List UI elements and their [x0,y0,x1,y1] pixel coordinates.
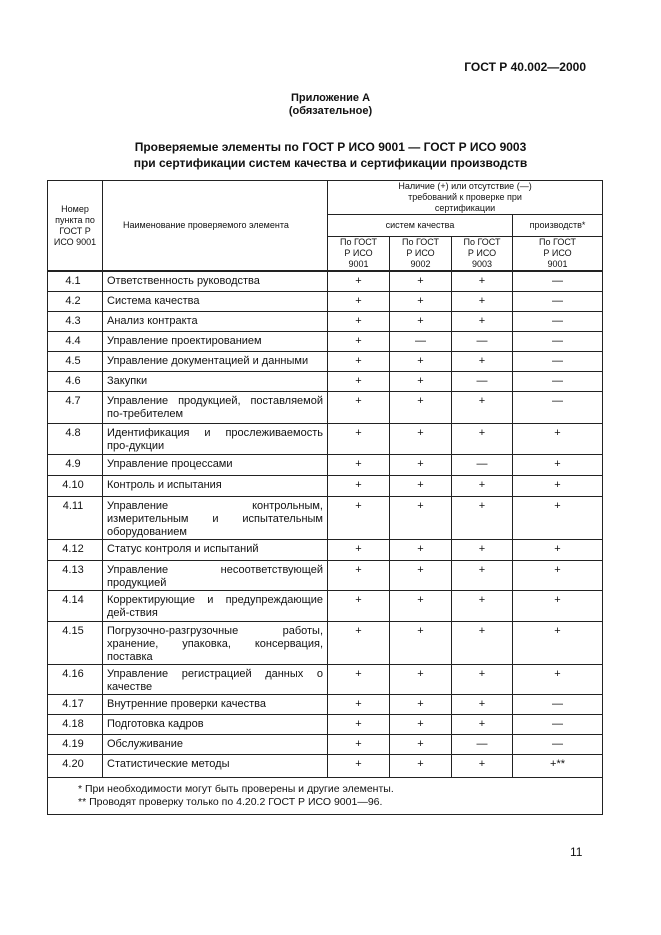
table-row [48,714,603,734]
value-production-9001: + [513,590,603,621]
table-row [48,291,603,311]
value-production-9001: + [513,664,603,694]
value-9002: + [390,291,452,311]
value-9001: + [328,496,390,539]
row-element-name: Ответственность руководства [103,271,328,291]
row-number: 4.17 [48,694,103,714]
value-production-9001: + [513,539,603,560]
header-col-9003: По ГОСТ Р ИСО 9003 [452,237,513,272]
table-row [48,694,603,714]
footnote-2: ** Проводят проверку только по 4.20.2 ГОСТ Р ИСО 9001—96. [78,795,383,808]
value-9001: + [328,560,390,590]
table-row [48,496,603,539]
value-9003: + [452,560,513,590]
value-production-9001: — [513,311,603,331]
value-9003: + [452,496,513,539]
value-9003: + [452,391,513,423]
row-element-name: Управление несоответствующей продукцией [103,560,328,590]
header-col-9001: По ГОСТ Р ИСО 9001 [328,237,390,272]
value-9001: + [328,734,390,754]
value-9002: + [390,423,452,454]
row-number: 4.11 [48,496,103,539]
value-production-9001: + [513,454,603,475]
table-row [48,560,603,590]
value-9002: + [390,454,452,475]
value-9003: — [452,331,513,351]
value-production-9001: + [513,423,603,454]
value-9002: + [390,560,452,590]
row-number: 4.5 [48,351,103,371]
table-row [48,475,603,496]
table-row [48,311,603,331]
table-row [48,391,603,423]
header-col-9002: По ГОСТ Р ИСО 9002 [390,237,452,272]
value-9002: + [390,734,452,754]
value-production-9001: — [513,714,603,734]
row-number: 4.2 [48,291,103,311]
row-element-name: Внутренние проверки качества [103,694,328,714]
value-9002: + [390,664,452,694]
value-9001: + [328,539,390,560]
row-number: 4.18 [48,714,103,734]
value-9001: + [328,454,390,475]
table-row [48,754,603,777]
value-9001: + [328,271,390,291]
value-9001: + [328,714,390,734]
value-9001: + [328,371,390,391]
document-code: ГОСТ Р 40.002—2000 [464,60,586,74]
row-element-name: Анализ контракта [103,311,328,331]
value-9003: + [452,351,513,371]
appendix-title: Приложение А [290,92,371,104]
row-element-name: Управление проектированием [103,331,328,351]
value-production-9001: — [513,694,603,714]
value-9002: + [390,694,452,714]
value-9001: + [328,291,390,311]
value-production-9001: +** [513,754,603,777]
table-title-line2: при сертификации систем качества и сертификации производств [133,156,528,170]
value-9002: + [390,539,452,560]
header-element-name: Наименование проверяемого элемента [103,181,328,272]
value-production-9001: + [513,475,603,496]
value-9002: + [390,311,452,331]
value-9003: + [452,311,513,331]
value-9003: — [452,371,513,391]
value-9003: + [452,423,513,454]
row-element-name: Закупки [103,371,328,391]
row-element-name: Управление продукцией, поставляемой по-требителем [103,391,328,423]
inspection-elements-table [47,180,603,815]
value-9003: + [452,475,513,496]
value-9002: + [390,754,452,777]
row-number: 4.9 [48,454,103,475]
row-element-name: Управление документацией и данными [103,351,328,371]
value-production-9001: — [513,271,603,291]
value-9002: + [390,351,452,371]
value-production-9001: — [513,371,603,391]
header-col-prod-9001: По ГОСТ Р ИСО 9001 [513,237,603,272]
value-9001: + [328,590,390,621]
value-production-9001: — [513,391,603,423]
appendix-subtitle: (обязательное) [288,105,373,117]
row-number: 4.14 [48,590,103,621]
table-row [48,371,603,391]
value-production-9001: — [513,734,603,754]
value-9003: + [452,714,513,734]
value-9003: + [452,590,513,621]
table-row [48,664,603,694]
table-title-line1: Проверяемые элементы по ГОСТ Р ИСО 9001 — ГОСТ Р ИСО 9003 [134,140,527,154]
table-row [48,590,603,621]
value-9002: + [390,496,452,539]
row-number: 4.6 [48,371,103,391]
row-element-name: Система качества [103,291,328,311]
row-element-name: Статистические методы [103,754,328,777]
row-element-name: Идентификация и прослеживаемость про-дукции [103,423,328,454]
row-element-name: Обслуживание [103,734,328,754]
value-production-9001: — [513,291,603,311]
value-9003: + [452,291,513,311]
value-production-9001: + [513,560,603,590]
row-element-name: Управление регистрацией данных о качестве [103,664,328,694]
row-number: 4.4 [48,331,103,351]
row-number: 4.8 [48,423,103,454]
value-production-9001: — [513,351,603,371]
row-number: 4.10 [48,475,103,496]
value-9002: + [390,371,452,391]
row-number: 4.7 [48,391,103,423]
value-9001: + [328,621,390,664]
row-number: 4.12 [48,539,103,560]
footnotes [48,777,603,814]
table-row [48,331,603,351]
row-element-name: Управление процессами [103,454,328,475]
value-9001: + [328,475,390,496]
row-element-name: Статус контроля и испытаний [103,539,328,560]
value-9001: + [328,391,390,423]
value-9001: + [328,694,390,714]
header-presence: Наличие (+) или отсутствие (—) требований к проверке при сертификации [328,181,603,215]
table-row [48,621,603,664]
header-production: производств* [513,215,603,237]
value-9001: + [328,754,390,777]
row-element-name: Управление контрольным, измерительным и испытательным оборудованием [103,496,328,539]
table-row [48,271,603,291]
value-9003: + [452,754,513,777]
value-9002: + [390,271,452,291]
value-9001: + [328,311,390,331]
row-number: 4.1 [48,271,103,291]
value-9002: + [390,714,452,734]
row-number: 4.19 [48,734,103,754]
value-9002: + [390,621,452,664]
value-9003: — [452,734,513,754]
row-number: 4.13 [48,560,103,590]
value-9002: — [390,331,452,351]
table-row [48,454,603,475]
value-9003: + [452,539,513,560]
row-number: 4.15 [48,621,103,664]
value-9002: + [390,590,452,621]
value-production-9001: — [513,331,603,351]
value-9003: + [452,664,513,694]
table-row [48,351,603,371]
row-number: 4.20 [48,754,103,777]
row-number: 4.3 [48,311,103,331]
table-row [48,423,603,454]
row-element-name: Корректирующие и предупреждающие дей-ствия [103,590,328,621]
value-production-9001: + [513,496,603,539]
table-row [48,539,603,560]
row-element-name: Подготовка кадров [103,714,328,734]
row-element-name: Погрузочно-разгрузочные работы, хранение, упаковка, консервация, поставка [103,621,328,664]
value-9003: + [452,694,513,714]
header-number: Номер пункта по ГОСТ Р ИСО 9001 [48,181,103,272]
value-9002: + [390,475,452,496]
page-number: 11 [570,845,583,859]
header-quality-systems: систем качества [328,215,513,237]
row-number: 4.16 [48,664,103,694]
value-9003: — [452,454,513,475]
value-9002: + [390,391,452,423]
footnote-1: * При необходимости могут быть проверены и другие элементы. [78,782,394,795]
value-9001: + [328,331,390,351]
value-9003: + [452,271,513,291]
value-9001: + [328,423,390,454]
row-element-name: Контроль и испытания [103,475,328,496]
value-production-9001: + [513,621,603,664]
value-9003: + [452,621,513,664]
value-9001: + [328,664,390,694]
value-9001: + [328,351,390,371]
table-row [48,734,603,754]
